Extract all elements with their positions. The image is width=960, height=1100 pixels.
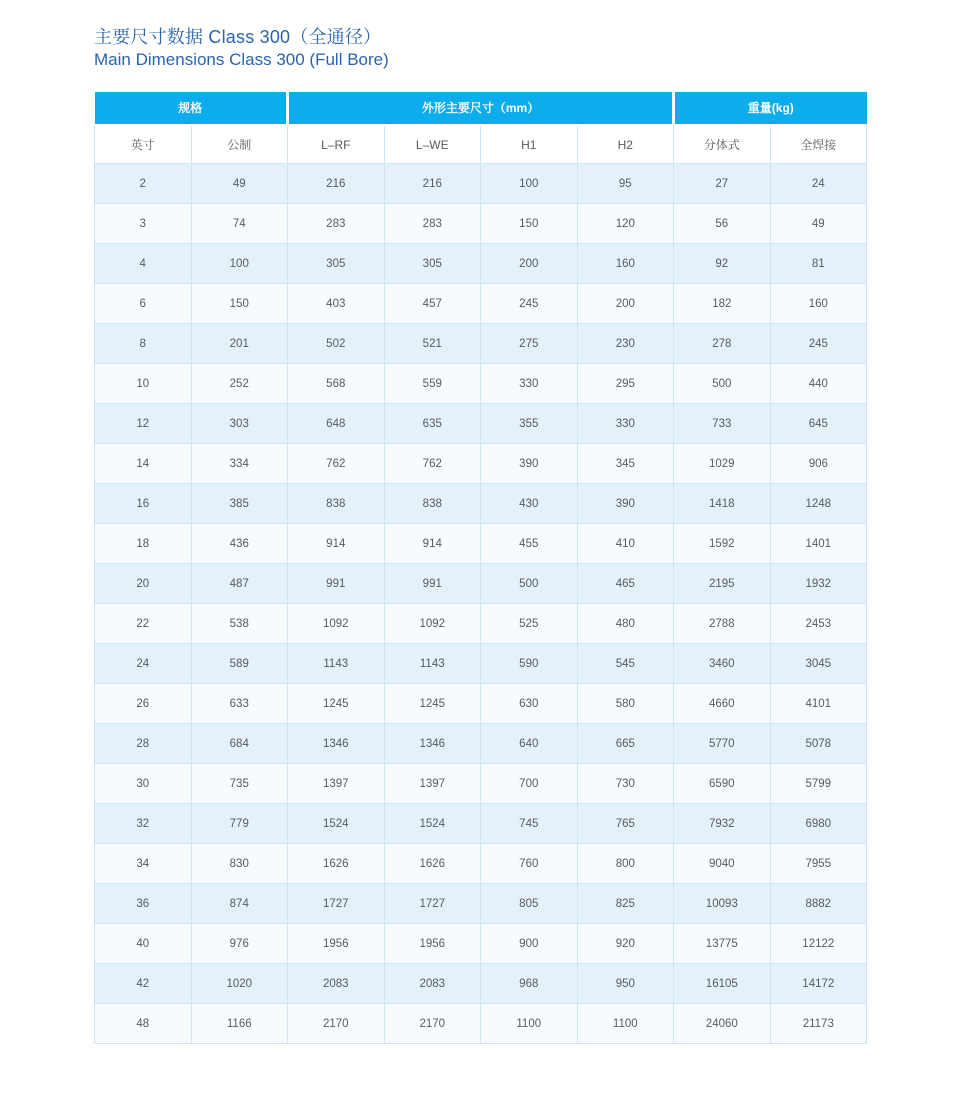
table-cell: 1346	[288, 724, 385, 764]
table-cell: 5078	[770, 724, 867, 764]
table-cell: 16105	[674, 964, 771, 1004]
table-cell: 3460	[674, 644, 771, 684]
table-row	[95, 444, 867, 484]
table-cell: 8	[95, 324, 192, 364]
table-cell: 200	[577, 284, 674, 324]
table-cell: 525	[481, 604, 578, 644]
table-row	[95, 364, 867, 404]
table-cell: 14172	[770, 964, 867, 1004]
table-cell: 487	[191, 564, 288, 604]
table-cell: 1626	[288, 844, 385, 884]
table-cell: 3	[95, 204, 192, 244]
table-cell: 9040	[674, 844, 771, 884]
table-cell: 1143	[384, 644, 481, 684]
table-cell: 455	[481, 524, 578, 564]
table-cell: 1143	[288, 644, 385, 684]
table-cell: 684	[191, 724, 288, 764]
column-header-split: 分体式	[674, 125, 771, 164]
table-cell: 30	[95, 764, 192, 804]
table-cell: 275	[481, 324, 578, 364]
column-header-welded: 全焊接	[770, 125, 867, 164]
table-cell: 805	[481, 884, 578, 924]
table-cell: 1100	[577, 1004, 674, 1044]
table-cell: 733	[674, 404, 771, 444]
table-cell: 160	[577, 244, 674, 284]
table-cell: 14	[95, 444, 192, 484]
table-cell: 355	[481, 404, 578, 444]
table-cell: 182	[674, 284, 771, 324]
table-cell: 1248	[770, 484, 867, 524]
table-row	[95, 1004, 867, 1044]
table-cell: 305	[288, 244, 385, 284]
page-title-zh: 主要尺寸数据 Class 300（全通径）	[94, 27, 382, 47]
dimensions-table	[94, 92, 867, 1045]
table-row	[95, 844, 867, 884]
table-cell: 2	[95, 164, 192, 204]
group-header-weight: 重量(kg)	[674, 92, 867, 125]
table-cell: 278	[674, 324, 771, 364]
table-row	[95, 804, 867, 844]
column-header-metric: 公制	[191, 125, 288, 164]
table-cell: 303	[191, 404, 288, 444]
table-cell: 1100	[481, 1004, 578, 1044]
table-row	[95, 164, 867, 204]
table-cell: 100	[191, 244, 288, 284]
table-cell: 410	[577, 524, 674, 564]
table-cell: 645	[770, 404, 867, 444]
table-cell: 976	[191, 924, 288, 964]
group-header-spec: 规格	[95, 92, 288, 125]
table-cell: 74	[191, 204, 288, 244]
table-head	[95, 92, 867, 164]
table-cell: 230	[577, 324, 674, 364]
table-cell: 1524	[384, 804, 481, 844]
table-cell: 590	[481, 644, 578, 684]
column-header-inch: 英寸	[95, 125, 192, 164]
table-cell: 216	[288, 164, 385, 204]
group-header-row	[95, 92, 867, 125]
table-cell: 27	[674, 164, 771, 204]
table-cell: 950	[577, 964, 674, 1004]
group-header-dimensions: 外形主要尺寸（mm）	[288, 92, 674, 125]
table-cell: 730	[577, 764, 674, 804]
table-cell: 920	[577, 924, 674, 964]
table-cell: 580	[577, 684, 674, 724]
table-cell: 465	[577, 564, 674, 604]
page-title	[94, 26, 960, 70]
column-header-l-we: L–WE	[384, 125, 481, 164]
table-cell: 385	[191, 484, 288, 524]
table-cell: 252	[191, 364, 288, 404]
table-cell: 991	[384, 564, 481, 604]
column-header-h2: H2	[577, 125, 674, 164]
table-row	[95, 964, 867, 1004]
table-cell: 81	[770, 244, 867, 284]
table-cell: 150	[191, 284, 288, 324]
table-row	[95, 324, 867, 364]
table-cell: 633	[191, 684, 288, 724]
table-cell: 100	[481, 164, 578, 204]
table-cell: 1245	[288, 684, 385, 724]
table-row	[95, 764, 867, 804]
table-cell: 480	[577, 604, 674, 644]
table-cell: 906	[770, 444, 867, 484]
table-cell: 13775	[674, 924, 771, 964]
table-cell: 545	[577, 644, 674, 684]
table-cell: 10093	[674, 884, 771, 924]
table-cell: 22	[95, 604, 192, 644]
table-row	[95, 524, 867, 564]
table-cell: 838	[384, 484, 481, 524]
table-cell: 630	[481, 684, 578, 724]
table-cell: 1626	[384, 844, 481, 884]
table-cell: 295	[577, 364, 674, 404]
table-cell: 779	[191, 804, 288, 844]
table-row	[95, 204, 867, 244]
table-cell: 1592	[674, 524, 771, 564]
table-row	[95, 284, 867, 324]
table-row	[95, 924, 867, 964]
table-cell: 3045	[770, 644, 867, 684]
table-cell: 760	[481, 844, 578, 884]
table-cell: 49	[191, 164, 288, 204]
table-cell: 440	[770, 364, 867, 404]
column-header-h1: H1	[481, 125, 578, 164]
table-cell: 21173	[770, 1004, 867, 1044]
table-cell: 1956	[288, 924, 385, 964]
table-cell: 538	[191, 604, 288, 644]
table-cell: 32	[95, 804, 192, 844]
table-cell: 330	[481, 364, 578, 404]
table-cell: 216	[384, 164, 481, 204]
table-cell: 1727	[288, 884, 385, 924]
table-cell: 765	[577, 804, 674, 844]
table-cell: 745	[481, 804, 578, 844]
table-row	[95, 724, 867, 764]
table-cell: 95	[577, 164, 674, 204]
table-cell: 914	[288, 524, 385, 564]
table-cell: 18	[95, 524, 192, 564]
table-cell: 1397	[288, 764, 385, 804]
table-cell: 800	[577, 844, 674, 884]
table-cell: 430	[481, 484, 578, 524]
table-cell: 5770	[674, 724, 771, 764]
table-cell: 589	[191, 644, 288, 684]
table-cell: 1346	[384, 724, 481, 764]
table-cell: 26	[95, 684, 192, 724]
table-cell: 12	[95, 404, 192, 444]
table-row	[95, 604, 867, 644]
table-cell: 6	[95, 284, 192, 324]
table-cell: 991	[288, 564, 385, 604]
table-cell: 330	[577, 404, 674, 444]
table-cell: 24060	[674, 1004, 771, 1044]
table-cell: 457	[384, 284, 481, 324]
table-cell: 334	[191, 444, 288, 484]
table-cell: 2170	[384, 1004, 481, 1044]
table-cell: 42	[95, 964, 192, 1004]
table-cell: 1397	[384, 764, 481, 804]
table-cell: 1029	[674, 444, 771, 484]
table-cell: 201	[191, 324, 288, 364]
table-cell: 1245	[384, 684, 481, 724]
table-cell: 559	[384, 364, 481, 404]
table-cell: 838	[288, 484, 385, 524]
table-row	[95, 404, 867, 444]
table-cell: 2788	[674, 604, 771, 644]
table-cell: 20	[95, 564, 192, 604]
table-cell: 283	[384, 204, 481, 244]
table-cell: 1418	[674, 484, 771, 524]
table-cell: 1401	[770, 524, 867, 564]
table-cell: 390	[481, 444, 578, 484]
table-cell: 120	[577, 204, 674, 244]
column-header-row	[95, 125, 867, 164]
table-cell: 1524	[288, 804, 385, 844]
table-cell: 1727	[384, 884, 481, 924]
table-cell: 2083	[384, 964, 481, 1004]
table-cell: 1092	[288, 604, 385, 644]
table-cell: 914	[384, 524, 481, 564]
table-cell: 36	[95, 884, 192, 924]
table-cell: 305	[384, 244, 481, 284]
table-cell: 968	[481, 964, 578, 1004]
table-cell: 648	[288, 404, 385, 444]
table-cell: 502	[288, 324, 385, 364]
table-cell: 4660	[674, 684, 771, 724]
table-cell: 436	[191, 524, 288, 564]
table-cell: 568	[288, 364, 385, 404]
table-cell: 825	[577, 884, 674, 924]
table-cell: 500	[674, 364, 771, 404]
page-title-en: Main Dimensions Class 300 (Full Bore)	[94, 49, 389, 69]
table-cell: 403	[288, 284, 385, 324]
table-cell: 7955	[770, 844, 867, 884]
table-cell: 6980	[770, 804, 867, 844]
table-cell: 665	[577, 724, 674, 764]
table-cell: 150	[481, 204, 578, 244]
table-cell: 1932	[770, 564, 867, 604]
table-cell: 5799	[770, 764, 867, 804]
table-cell: 16	[95, 484, 192, 524]
table-cell: 762	[384, 444, 481, 484]
table-cell: 874	[191, 884, 288, 924]
column-header-l-rf: L–RF	[288, 125, 385, 164]
table-cell: 49	[770, 204, 867, 244]
table-cell: 56	[674, 204, 771, 244]
table-cell: 283	[288, 204, 385, 244]
table-cell: 640	[481, 724, 578, 764]
table-cell: 700	[481, 764, 578, 804]
table-cell: 500	[481, 564, 578, 604]
table-cell: 7932	[674, 804, 771, 844]
table-cell: 1092	[384, 604, 481, 644]
table-cell: 635	[384, 404, 481, 444]
table-row	[95, 884, 867, 924]
table-cell: 6590	[674, 764, 771, 804]
table-cell: 34	[95, 844, 192, 884]
table-cell: 2195	[674, 564, 771, 604]
table-cell: 48	[95, 1004, 192, 1044]
table-cell: 245	[481, 284, 578, 324]
table-row	[95, 684, 867, 724]
table-cell: 24	[770, 164, 867, 204]
table-cell: 10	[95, 364, 192, 404]
table-cell: 900	[481, 924, 578, 964]
table-cell: 735	[191, 764, 288, 804]
table-cell: 160	[770, 284, 867, 324]
table-cell: 4101	[770, 684, 867, 724]
table-cell: 1020	[191, 964, 288, 1004]
table-body	[95, 164, 867, 1044]
table-cell: 28	[95, 724, 192, 764]
table-cell: 200	[481, 244, 578, 284]
table-cell: 2453	[770, 604, 867, 644]
table-cell: 762	[288, 444, 385, 484]
table-row	[95, 484, 867, 524]
table-cell: 8882	[770, 884, 867, 924]
table-row	[95, 564, 867, 604]
table-cell: 1956	[384, 924, 481, 964]
table-cell: 40	[95, 924, 192, 964]
table-cell: 2083	[288, 964, 385, 1004]
table-cell: 390	[577, 484, 674, 524]
table-cell: 521	[384, 324, 481, 364]
table-cell: 24	[95, 644, 192, 684]
table-cell: 830	[191, 844, 288, 884]
table-row	[95, 644, 867, 684]
table-cell: 12122	[770, 924, 867, 964]
table-cell: 2170	[288, 1004, 385, 1044]
table-cell: 92	[674, 244, 771, 284]
table-cell: 345	[577, 444, 674, 484]
table-cell: 4	[95, 244, 192, 284]
table-row	[95, 244, 867, 284]
table-cell: 245	[770, 324, 867, 364]
table-cell: 1166	[191, 1004, 288, 1044]
